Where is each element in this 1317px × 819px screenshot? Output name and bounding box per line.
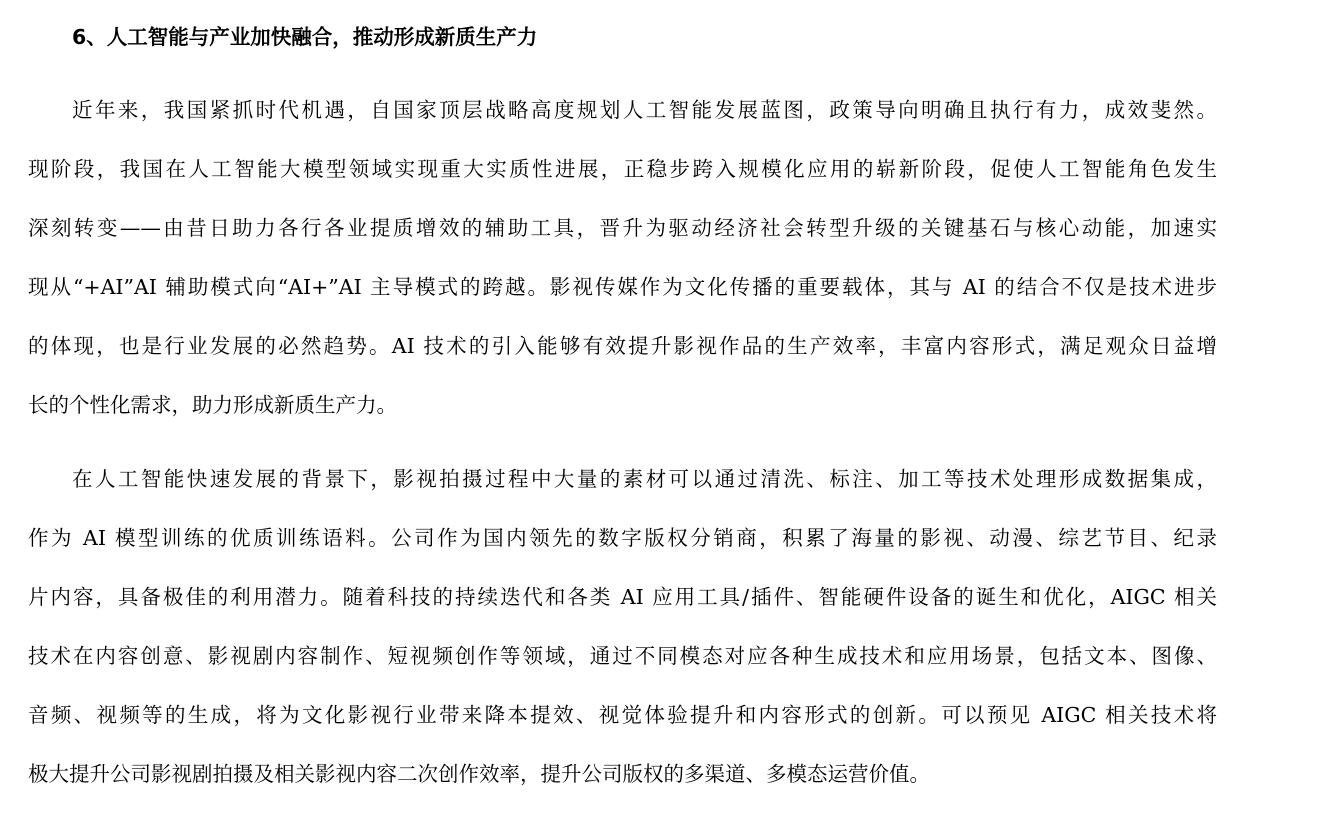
- paragraph-line: 技术在内容创意、影视剧内容制作、短视频创作等领域，通过不同模态对应各种生成技术和应用场景，包括文本、图像、: [28, 644, 1217, 668]
- paragraph-line: 现从“+AI”AI 辅助模式向“AI+”AI 主导模式的跨越。影视传媒作为文化传播的重要载体，其与 AI 的结合不仅是技术进步: [28, 275, 1217, 299]
- paragraph-line: 长的个性化需求，助力形成新质生产力。: [28, 393, 397, 417]
- paragraph-line: 极大提升公司影视剧拍摄及相关影视内容二次创作效率，提升公司版权的多渠道、多模态运营价值。: [28, 762, 930, 786]
- paragraph-line: 的体现，也是行业发展的必然趋势。AI 技术的引入能够有效提升影视作品的生产效率，丰富内容形式，满足观众日益增: [28, 334, 1217, 358]
- paragraph-line: 在人工智能快速发展的背景下，影视拍摄过程中大量的素材可以通过清洗、标注、加工等技术处理形成数据集成，: [72, 467, 1217, 491]
- paragraph-line: 音频、视频等的生成，将为文化影视行业带来降本提效、视觉体验提升和内容形式的创新。可以预见 AIGC 相关技术将: [28, 703, 1217, 727]
- paragraph-line: 片内容，具备极佳的利用潜力。随着科技的持续迭代和各类 AI 应用工具/插件、智能硬件设备的诞生和优化，AIGC 相关: [28, 585, 1217, 609]
- paragraph-2: [28, 450, 1217, 804]
- paragraph-line: 近年来，我国紧抓时代机遇，自国家顶层战略高度规划人工智能发展蓝图，政策导向明确且执行有力，成效斐然。: [72, 98, 1217, 122]
- paragraph-line: 现阶段，我国在人工智能大模型领域实现重大实质性进展，正稳步跨入规模化应用的崭新阶段，促使人工智能角色发生: [28, 157, 1217, 181]
- section-heading: 6、人工智能与产业加快融合，推动形成新质生产力: [72, 25, 538, 49]
- paragraph-1: [28, 81, 1217, 435]
- paragraph-line: 深刻转变——由昔日助力各行各业提质增效的辅助工具，晋升为驱动经济社会转型升级的关键基石与核心动能，加速实: [28, 216, 1217, 240]
- paragraph-line: 作为 AI 模型训练的优质训练语料。公司作为国内领先的数字版权分销商，积累了海量的影视、动漫、综艺节目、纪录: [28, 526, 1217, 550]
